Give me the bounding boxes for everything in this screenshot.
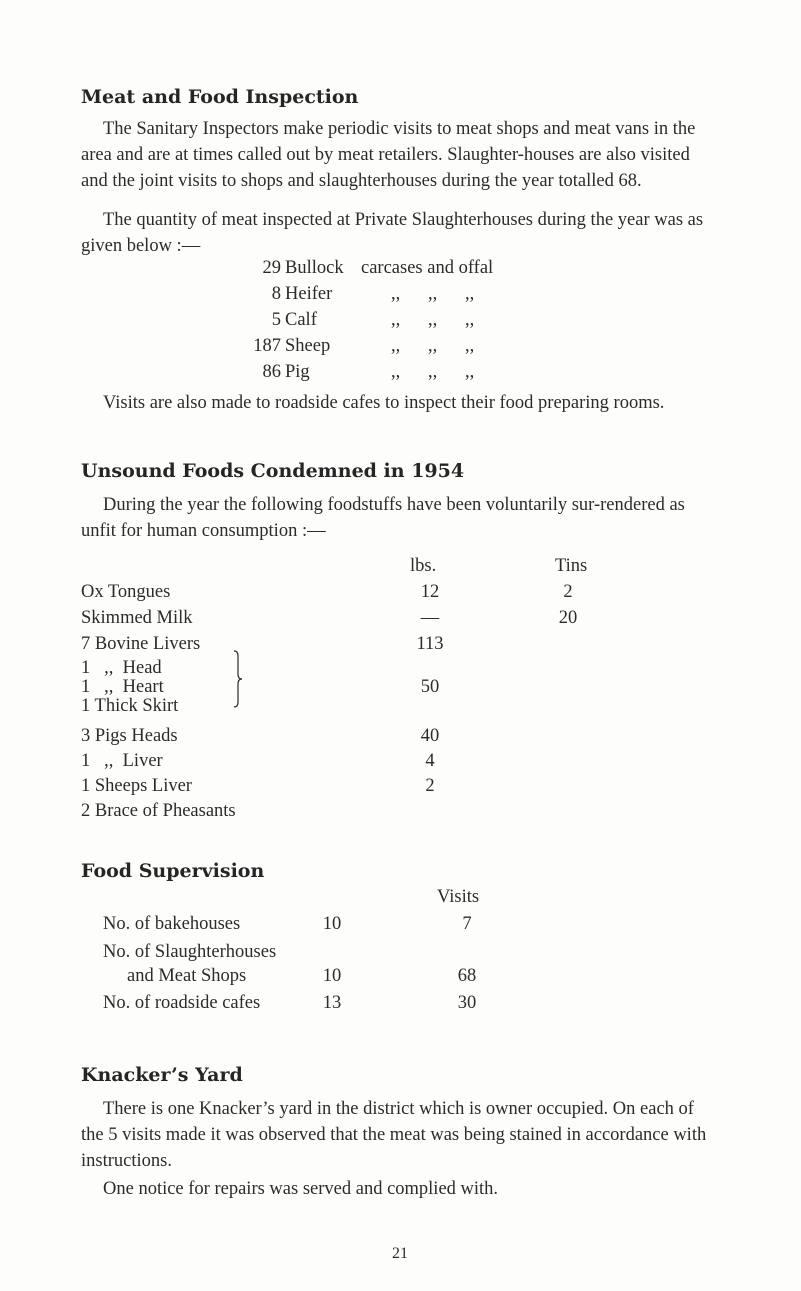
carcase-count: 29: [262, 258, 281, 278]
unsound-foods-heading: Unsound Foods Condemned in 1954: [81, 460, 465, 482]
carcase-count: 187: [253, 336, 281, 356]
supervision-count: 10: [322, 966, 342, 986]
food-item: 1 ,, Head: [81, 658, 162, 678]
food-lbs: 4: [425, 751, 435, 771]
food-lbs: 2: [425, 776, 435, 796]
supervision-label: No. of Slaughterhouses: [103, 942, 277, 962]
food-item: 3 Pigs Heads: [81, 726, 178, 746]
supervision-visits: 7: [462, 914, 472, 934]
meat-inspection-paragraph-2: The quantity of meat inspected at Private Slaughterhouses during the year was as given below :—: [81, 210, 704, 256]
food-item: Ox Tongues: [81, 582, 171, 602]
carcase-ditto: ,, ,, ,,: [391, 310, 475, 330]
carcase-animal: Bullock: [285, 258, 344, 278]
supervision-label: No. of bakehouses: [103, 914, 241, 934]
food-lbs: 40: [420, 726, 440, 746]
carcase-animal: Heifer: [285, 284, 333, 304]
carcase-ditto: ,, ,, ,,: [391, 362, 475, 382]
food-item: 1 Sheeps Liver: [81, 776, 192, 796]
food-tins: 2: [563, 582, 573, 602]
carcase-animal: Calf: [285, 310, 317, 330]
food-item: 7 Bovine Livers: [81, 634, 201, 654]
page-number: 21: [392, 1245, 408, 1262]
food-item: 1 ,, Liver: [81, 751, 163, 771]
supervision-label-continued: and Meat Shops: [127, 966, 247, 986]
meat-inspection-heading: Meat and Food Inspection: [81, 86, 359, 108]
meat-inspection-paragraph-1: The Sanitary Inspectors make periodic visits to meat shops and meat vans in the area and are at times called out by meat retailers. Slaughter-houses are also visited and the joint visits to shops and slaughterhouses during the year totalled 68.: [81, 119, 696, 191]
knackers-yard-paragraph-2: One notice for repairs was served and complied with.: [103, 1179, 499, 1199]
tins-column-header: Tins: [555, 556, 588, 576]
supervision-label: No. of roadside cafes: [103, 993, 261, 1013]
curly-brace-icon: [233, 650, 243, 708]
carcase-ditto: ,, ,, ,,: [391, 284, 475, 304]
food-tins: 20: [558, 608, 578, 628]
knackers-yard-paragraph-1: There is one Knacker’s yard in the district which is owner occupied. On each of the 5 visits made it was observed that the meat was being stained in accordance with instructions.: [81, 1099, 707, 1171]
food-item: 1 ,, Heart: [81, 677, 164, 697]
supervision-count: 10: [322, 914, 342, 934]
carcase-animal: Pig: [285, 362, 310, 382]
carcase-count: 5: [271, 310, 281, 330]
food-lbs: 50: [420, 677, 440, 697]
carcase-count: 86: [262, 362, 281, 382]
carcase-animal: Sheep: [285, 336, 331, 356]
food-lbs: 113: [416, 634, 444, 654]
food-item: 1 Thick Skirt: [81, 696, 179, 716]
food-supervision-heading: Food Supervision: [81, 860, 265, 882]
supervision-visits: 30: [457, 993, 477, 1013]
knackers-yard-heading: Knacker’s Yard: [81, 1064, 243, 1086]
meat-inspection-paragraph-3: Visits are also made to roadside cafes to inspect their food preparing rooms.: [103, 393, 665, 413]
food-item: Skimmed Milk: [81, 608, 193, 628]
visits-column-header: Visits: [437, 887, 480, 907]
supervision-count: 13: [322, 993, 342, 1013]
food-item: 2 Brace of Pheasants: [81, 801, 236, 821]
lbs-column-header: lbs.: [410, 556, 437, 576]
food-lbs: 12: [420, 582, 440, 602]
food-lbs: —: [420, 608, 440, 628]
supervision-visits: 68: [457, 966, 477, 986]
carcase-count: 8: [271, 284, 281, 304]
carcase-desc: carcases and offal: [361, 258, 494, 278]
carcase-ditto: ,, ,, ,,: [391, 336, 475, 356]
unsound-foods-intro: During the year the following foodstuffs have been voluntarily sur-rendered as unfit for human consumption :—: [81, 495, 685, 541]
